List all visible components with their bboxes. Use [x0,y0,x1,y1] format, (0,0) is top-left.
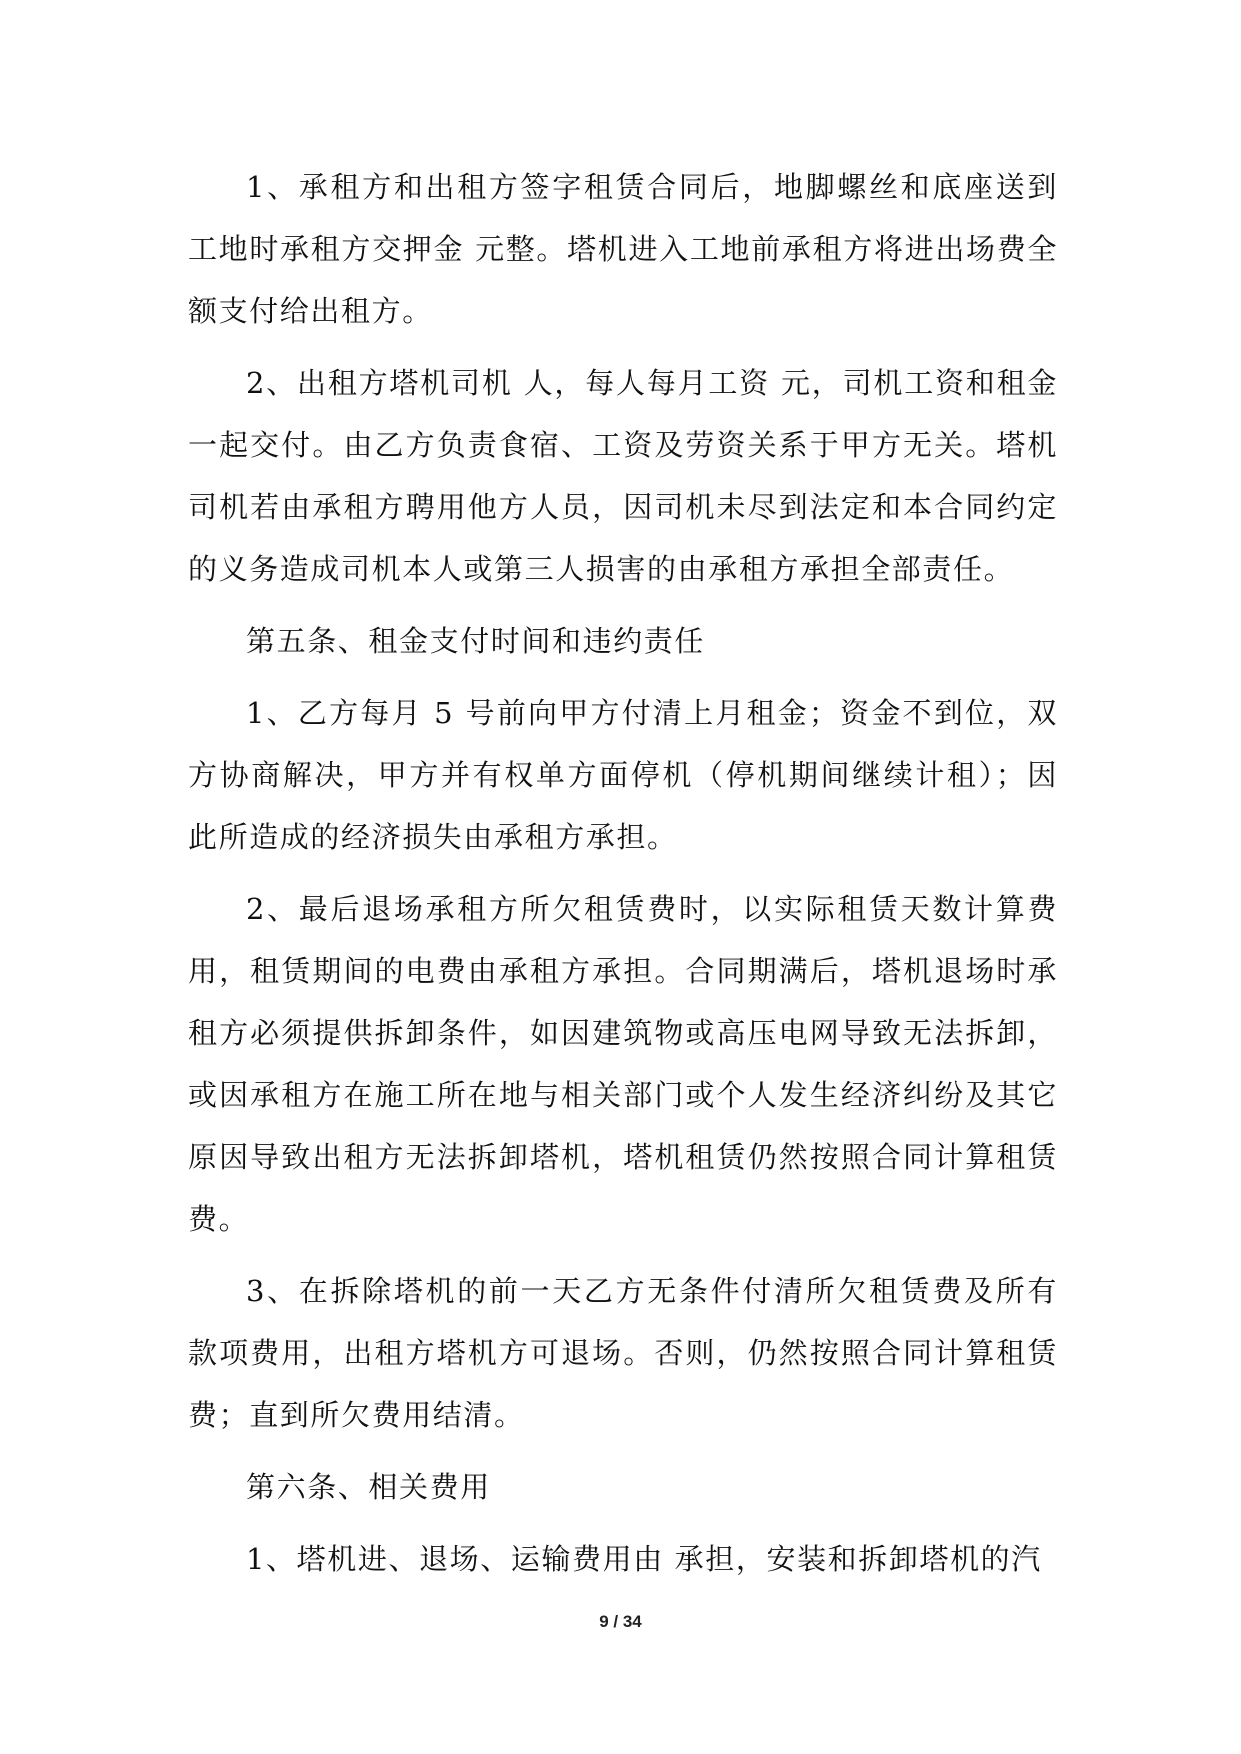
paragraph-dismantle-clause: 3、在拆除塔机的前一天乙方无条件付清所欠租赁费及所有款项费用，出租方塔机方可退场。否则，仍然按照合同计算租赁费；直到所欠费用结清。 [188,1274,1058,1432]
paragraph-deposit-clause: 1、承租方和出租方签字租赁合同后，地脚螺丝和底座送到工地时承租方交押金 元整。塔机进入工地前承租方将进出场费全额支付给出租方。 [188,170,1058,328]
paragraph-driver-clause: 2、出租方塔机司机 人，每人每月工资 元，司机工资和租金一起交付。由乙方负责食宿、工资及劳资关系于甲方无关。塔机司机若由承租方聘用他方人员，因司机未尽到法定和本合同约定的义务造成司机本人或第三人损害的由承租方承担全部责任。 [188,366,1058,586]
document-body [188,156,1058,1590]
paragraph-transport-fee-clause: 1、塔机进、退场、运输费用由 承担，安装和拆卸塔机的汽 [246,1542,1042,1576]
paragraph-exit-fee-clause: 2、最后退场承租方所欠租赁费时，以实际租赁天数计算费用，租赁期间的电费由承租方承担。合同期满后，塔机退场时承租方必须提供拆卸条件，如因建筑物或高压电网导致无法拆卸，或因承租方在施工所在地与相关部门或个人发生经济纠纷及其它原因导致出租方无法拆卸塔机，塔机租赁仍然按照合同计算租赁费。 [188,892,1058,1236]
section-heading-article-6: 第六条、相关费用 [246,1470,491,1504]
section-heading-article-5: 第五条、租金支付时间和违约责任 [246,624,706,658]
paragraph-rent-payment-clause: 1、乙方每月 5 号前向甲方付清上月租金；资金不到位，双方协商解决，甲方并有权单方面停机（停机期间继续计租）；因此所造成的经济损失由承租方承担。 [188,696,1058,854]
page-number: 9 / 34 [599,1612,642,1631]
